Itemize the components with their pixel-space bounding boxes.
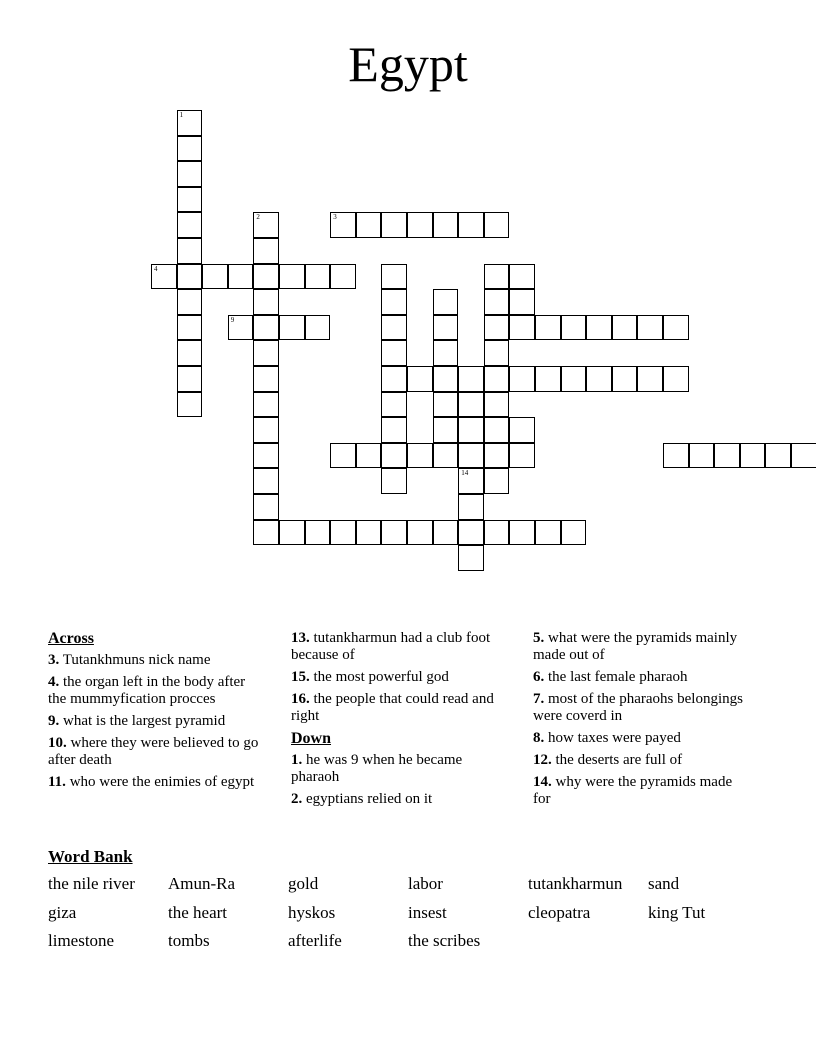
grid-cell[interactable] — [305, 264, 331, 290]
grid-cell[interactable] — [535, 315, 561, 341]
word-bank-item: the nile river — [48, 874, 135, 893]
grid-cell[interactable] — [330, 212, 356, 238]
clue — [533, 752, 748, 769]
grid-cell[interactable] — [177, 264, 203, 290]
grid-cell[interactable] — [381, 366, 407, 392]
grid-cell[interactable] — [381, 417, 407, 443]
word-bank-item: king Tut — [648, 902, 706, 922]
across-clue-list — [48, 652, 266, 791]
grid-cell[interactable] — [381, 264, 407, 290]
word-bank-item: sand — [648, 874, 680, 893]
word-bank-item: the scribes — [408, 931, 481, 950]
grid-cell[interactable] — [177, 238, 203, 264]
clue-label: 9. — [48, 713, 60, 729]
word-bank-item: tutankharmun — [528, 874, 623, 893]
grid-cell[interactable] — [484, 289, 510, 315]
grid-cell[interactable] — [356, 443, 382, 469]
clue — [48, 774, 266, 791]
grid-cell[interactable] — [509, 520, 535, 546]
grid-cell[interactable] — [458, 520, 484, 546]
clue-label: 15. — [291, 669, 310, 685]
clue-text: the people that could read and right — [291, 691, 494, 724]
clue-label: 7. — [533, 691, 545, 707]
grid-cell[interactable] — [509, 417, 535, 443]
clue — [291, 791, 509, 808]
word-bank-item: insest — [408, 902, 447, 922]
grid-cell[interactable] — [330, 520, 356, 546]
grid-cell[interactable] — [433, 443, 459, 469]
clue-label: 1. — [291, 752, 303, 768]
grid-cell[interactable] — [177, 340, 203, 366]
clue-label: 6. — [533, 669, 545, 685]
clue-label: 13. — [291, 630, 310, 646]
grid-cell[interactable] — [509, 264, 535, 290]
clues-column-2 — [291, 630, 509, 813]
grid-cell[interactable] — [381, 520, 407, 546]
clues-column-3 — [533, 630, 748, 813]
grid-cell[interactable] — [407, 366, 433, 392]
grid-cell[interactable] — [586, 366, 612, 392]
clue-text: why were the pyramids made for — [533, 774, 733, 807]
down-clue-list — [291, 752, 509, 808]
word-bank-item: labor — [408, 874, 443, 893]
grid-cell[interactable] — [253, 366, 279, 392]
grid-cell[interactable] — [586, 315, 612, 341]
grid-cell[interactable] — [689, 443, 715, 469]
clue-text: how taxes were payed — [548, 730, 681, 746]
grid-cell[interactable] — [253, 340, 279, 366]
word-bank-item: afterlife — [288, 931, 342, 950]
clue-text: most of the pharaohs belongings were coverd in — [533, 691, 743, 724]
grid-cell[interactable] — [177, 392, 203, 418]
grid-cell[interactable] — [433, 417, 459, 443]
grid-cell[interactable] — [253, 468, 279, 494]
grid-cell[interactable] — [253, 392, 279, 418]
clue-label: 4. — [48, 674, 60, 690]
word-bank-item: giza — [48, 902, 77, 922]
clue — [291, 691, 509, 725]
grid-cell[interactable] — [381, 315, 407, 341]
clues-column-1 — [48, 630, 266, 796]
grid-cell[interactable] — [407, 212, 433, 238]
clue — [48, 652, 266, 669]
word-bank-item: tombs — [168, 931, 210, 950]
grid-cell[interactable] — [535, 366, 561, 392]
grid-cell[interactable] — [663, 366, 689, 392]
grid-cell[interactable] — [177, 366, 203, 392]
grid-cell[interactable] — [253, 212, 279, 238]
clue-label: 2. — [291, 791, 303, 807]
grid-cell[interactable] — [740, 443, 766, 469]
grid-cell[interactable] — [458, 392, 484, 418]
grid-cell[interactable] — [561, 315, 587, 341]
grid-cell[interactable] — [458, 366, 484, 392]
grid-cell[interactable] — [177, 136, 203, 162]
grid-cell[interactable] — [253, 289, 279, 315]
grid-cell[interactable] — [458, 545, 484, 571]
word-bank-item: the heart — [168, 902, 227, 922]
clue-number: 9 — [230, 315, 235, 324]
word-bank-item: cleopatra — [528, 902, 591, 922]
clue — [533, 669, 748, 686]
clue-text: what were the pyramids mainly made out of — [533, 630, 738, 663]
clue-label: 8. — [533, 730, 545, 746]
clue-text: the last female pharaoh — [548, 669, 688, 685]
clue-text: tutankharmun had a club foot because of — [291, 630, 491, 663]
clue — [533, 774, 748, 808]
grid-cell[interactable] — [612, 315, 638, 341]
grid-cell[interactable] — [535, 520, 561, 546]
grid-cell[interactable] — [458, 494, 484, 520]
grid-cell[interactable] — [177, 110, 203, 136]
clue-label: 12. — [533, 752, 552, 768]
grid-cell[interactable] — [305, 315, 331, 341]
grid-cell[interactable] — [407, 520, 433, 546]
grid-cell[interactable] — [484, 443, 510, 469]
grid-cell[interactable] — [381, 289, 407, 315]
grid-cell[interactable] — [433, 366, 459, 392]
clue-text: egyptians relied on it — [306, 791, 433, 807]
grid-cell[interactable] — [381, 392, 407, 418]
clue-number: 1 — [179, 111, 184, 119]
clue — [291, 669, 509, 686]
grid-cell[interactable] — [228, 315, 254, 341]
grid-cell[interactable] — [433, 520, 459, 546]
clue-label: 14. — [533, 774, 552, 790]
grid-cell[interactable] — [509, 366, 535, 392]
clue-label: 10. — [48, 735, 67, 751]
grid-cell[interactable] — [433, 340, 459, 366]
grid-cell[interactable] — [279, 520, 305, 546]
grid-cell[interactable] — [561, 366, 587, 392]
grid-cell[interactable] — [381, 443, 407, 469]
clue — [533, 691, 748, 725]
grid-cell[interactable] — [177, 315, 203, 341]
grid-cell[interactable] — [356, 212, 382, 238]
grid-cell[interactable] — [177, 212, 203, 238]
grid-cell[interactable] — [484, 340, 510, 366]
grid-cell[interactable] — [433, 212, 459, 238]
clue-number: 14 — [461, 469, 469, 478]
grid-cell[interactable] — [433, 315, 459, 341]
word-bank-item: gold — [288, 874, 319, 893]
clue-label: 5. — [533, 630, 545, 646]
grid-cell[interactable] — [484, 520, 510, 546]
grid-cell[interactable] — [253, 315, 279, 341]
grid-cell[interactable] — [381, 340, 407, 366]
grid-cell[interactable] — [509, 315, 535, 341]
clue — [291, 752, 509, 786]
grid-cell[interactable] — [177, 289, 203, 315]
grid-cell[interactable] — [484, 392, 510, 418]
grid-cell[interactable] — [433, 392, 459, 418]
clue-label: 11. — [48, 774, 66, 790]
clue — [533, 730, 748, 747]
grid-cell[interactable] — [381, 212, 407, 238]
grid-cell[interactable] — [253, 520, 279, 546]
grid-cell[interactable] — [484, 212, 510, 238]
word-bank-item: hyskos — [288, 902, 336, 922]
grid-cell[interactable] — [509, 443, 535, 469]
down-clue-list-continued — [533, 630, 748, 808]
grid-cell[interactable] — [177, 187, 203, 213]
grid-cell[interactable] — [305, 520, 331, 546]
grid-cell[interactable] — [484, 264, 510, 290]
word-bank-item: limestone — [48, 931, 115, 950]
across-heading: Across — [48, 630, 94, 647]
grid-cell[interactable] — [509, 289, 535, 315]
across-clue-list-continued — [291, 630, 509, 725]
grid-cell[interactable] — [381, 468, 407, 494]
clue-number: 3 — [333, 213, 337, 222]
grid-cell[interactable] — [663, 443, 689, 469]
grid-cell[interactable] — [253, 417, 279, 443]
grid-cell[interactable] — [356, 520, 382, 546]
word-bank-item: Amun-Ra — [168, 874, 236, 893]
grid-cell[interactable] — [484, 417, 510, 443]
grid-cell[interactable] — [714, 443, 740, 469]
clue — [48, 674, 266, 708]
clue — [533, 630, 748, 664]
clue — [48, 735, 266, 769]
grid-cell[interactable] — [765, 443, 791, 469]
grid-cell[interactable] — [279, 264, 305, 290]
grid-cell[interactable] — [637, 315, 663, 341]
grid-cell[interactable] — [279, 315, 305, 341]
grid-cell[interactable] — [330, 264, 356, 290]
clue-text: the organ left in the body after the mummyfication procces — [48, 674, 246, 707]
clue-number: 4 — [154, 264, 158, 273]
grid-cell[interactable] — [407, 443, 433, 469]
grid-cell[interactable] — [330, 443, 356, 469]
grid-cell[interactable] — [612, 366, 638, 392]
clue-text: Tutankhmuns nick name — [62, 652, 211, 668]
clue-label: 16. — [291, 691, 310, 707]
grid-cell[interactable] — [484, 468, 510, 494]
grid-cell[interactable] — [458, 212, 484, 238]
grid-cell[interactable] — [791, 443, 816, 469]
grid-cell[interactable] — [202, 264, 228, 290]
clue-label: 3. — [48, 652, 60, 668]
grid-cell[interactable] — [637, 366, 663, 392]
grid-cell[interactable] — [177, 161, 203, 187]
clue-text: the most powerful god — [313, 669, 449, 685]
grid-cell[interactable] — [433, 289, 459, 315]
grid-cell[interactable] — [253, 264, 279, 290]
grid-cell[interactable] — [484, 366, 510, 392]
grid-cell[interactable] — [458, 443, 484, 469]
clue — [291, 630, 509, 664]
down-heading: Down — [291, 730, 332, 747]
grid-cell[interactable] — [253, 238, 279, 264]
clue — [48, 713, 266, 730]
grid-cell[interactable] — [253, 494, 279, 520]
clue-text: the deserts are full of — [555, 752, 683, 768]
clue-text: who were the enimies of egypt — [69, 774, 255, 790]
grid-cell[interactable] — [151, 264, 177, 290]
grid-cell[interactable] — [484, 315, 510, 341]
clue-text: he was 9 when he became pharaoh — [291, 752, 463, 785]
grid-cell[interactable] — [228, 264, 254, 290]
clue-number: 2 — [256, 213, 260, 222]
grid-cell[interactable] — [458, 468, 484, 494]
word-bank-heading: Word Bank — [48, 847, 133, 866]
puzzle-title: Egypt — [348, 36, 468, 92]
grid-cell[interactable] — [663, 315, 689, 341]
grid-cell[interactable] — [561, 520, 587, 546]
grid-cell[interactable] — [458, 417, 484, 443]
clue-text: what is the largest pyramid — [63, 713, 226, 729]
clue-text: where they were believed to go after death — [48, 735, 259, 768]
grid-cell[interactable] — [253, 443, 279, 469]
